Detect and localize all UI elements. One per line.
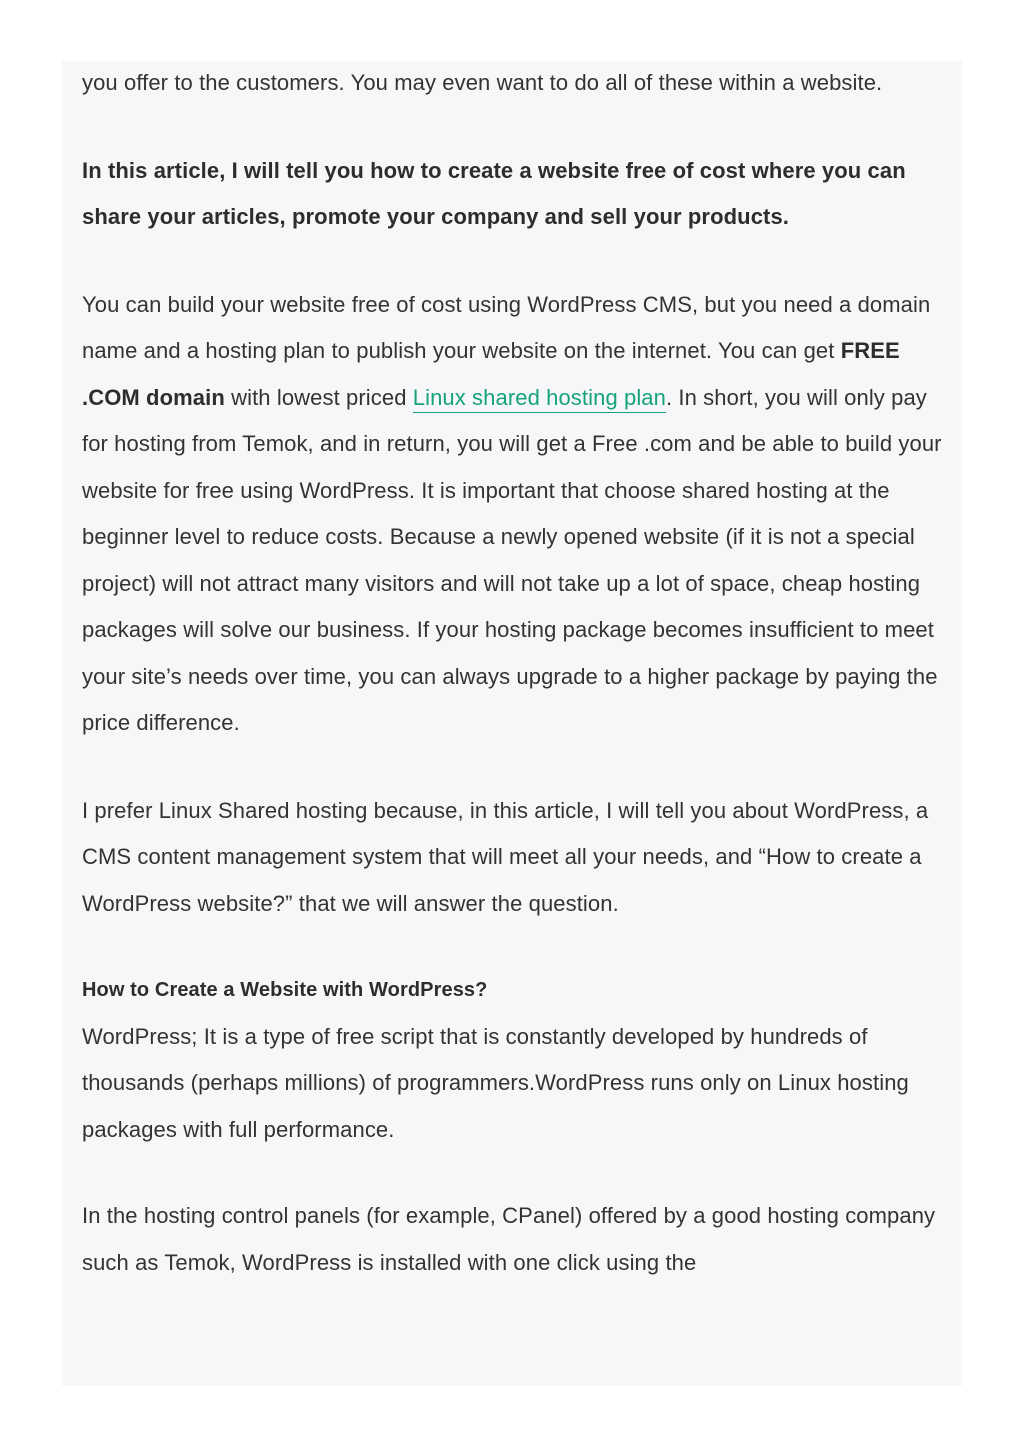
intro-tail-paragraph: you offer to the customers. You may even want to do all of these within a website.: [82, 70, 883, 95]
section-heading: How to Create a Website with WordPress?: [82, 979, 488, 1001]
linux-shared-hosting-link[interactable]: Linux shared hosting plan: [413, 385, 666, 413]
cpanel-paragraph: In the hosting control panels (for example, CPanel) offered by a good hosting company such as Temok, WordPress is installed with one click using the: [82, 1203, 936, 1275]
domain-hosting-paragraph: [82, 282, 950, 747]
domain-paragraph-text-3: . In short, you will only pay for hosting from Temok, and in return, you will get a Free .com and be able to build your website for free using WordPress. It is important that choose shared hosting at the beginner level to reduce costs. Because a newly opened website (if it is not a special project) will not attract many visitors and will not take up a lot of space, cheap hosting packages will solve our business. If your hosting package becomes insufficient to meet your site’s needs over time, you can always upgrade to a higher package by paying the price difference.: [82, 384, 942, 735]
prefer-linux-paragraph: I prefer Linux Shared hosting because, in this article, I will tell you about WordPress, a CMS content management system that will meet all your needs, and “How to create a WordPress website?” that we will answer the question.: [82, 797, 929, 916]
wordpress-description-paragraph: WordPress; It is a type of free script that is constantly developed by hundreds of thousands (perhaps millions) of programmers.WordPress runs only on Linux hosting packages with full performance.: [82, 1023, 909, 1142]
domain-paragraph-text-2: with lowest priced: [224, 384, 413, 410]
free-com-domain-highlight: FREE .COM domain: [82, 338, 900, 410]
article-body: [82, 60, 950, 1286]
domain-paragraph-text-1: You can build your website free of cost using WordPress CMS, but you need a domain name and a hosting plan to publish your website on the internet. You can get: [82, 291, 931, 363]
bold-summary-paragraph: In this article, I will tell you how to create a website free of cost where you can share your articles, promote your company and sell your products.: [82, 157, 906, 229]
